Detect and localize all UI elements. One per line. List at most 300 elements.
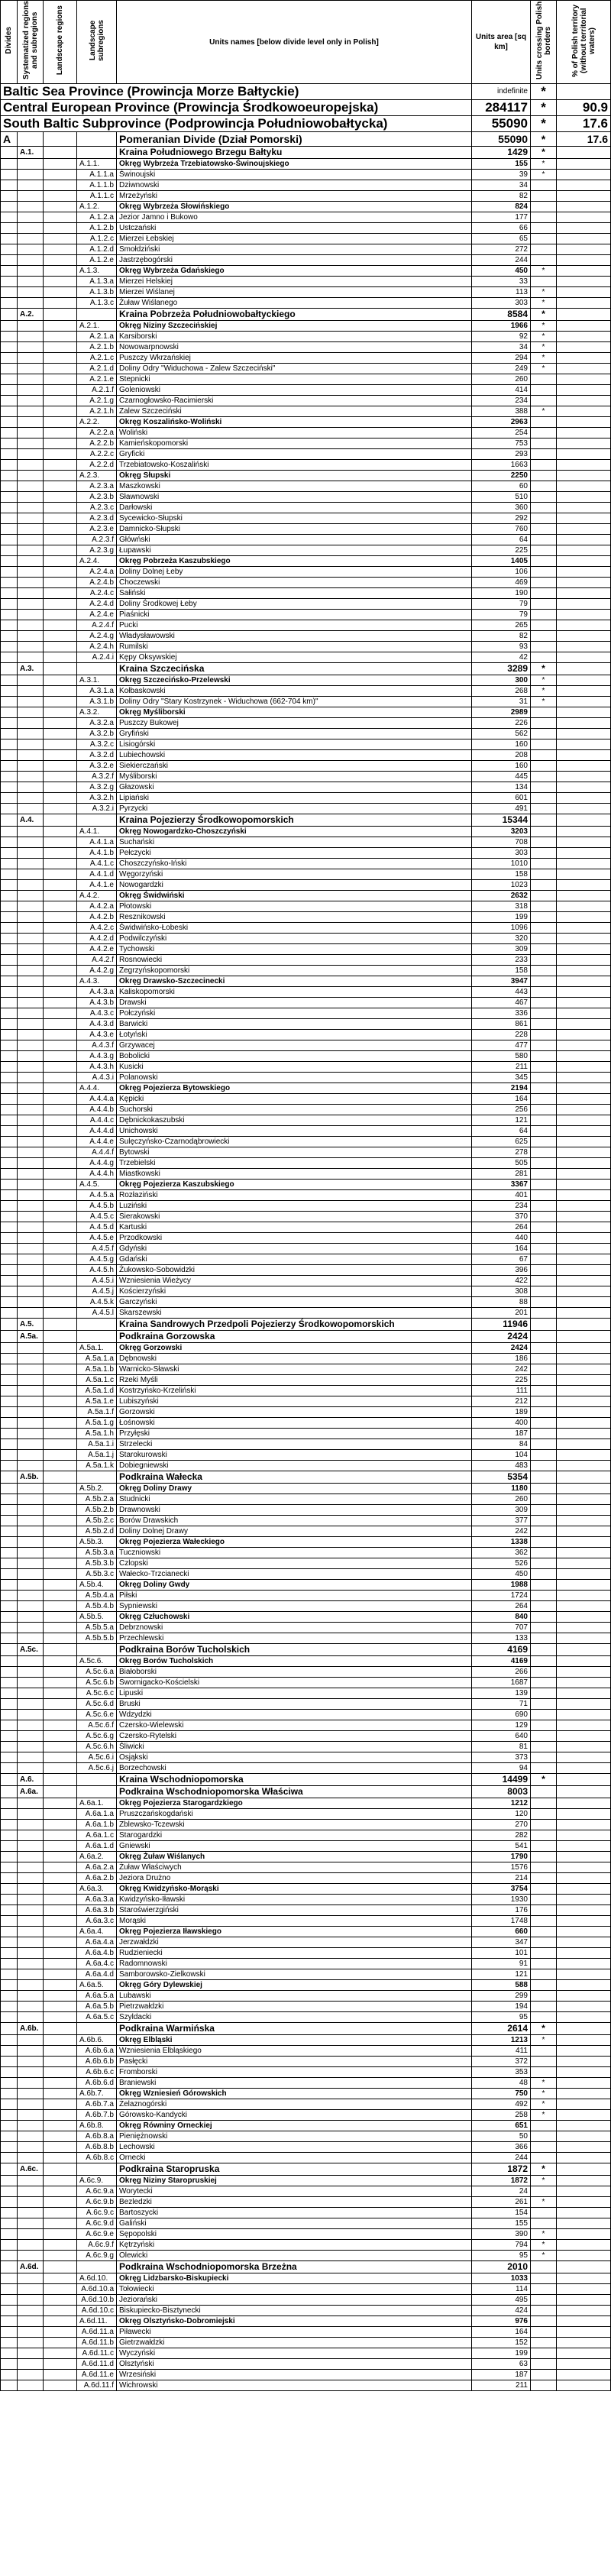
table-cell: A.4.4.c [77,1115,117,1126]
table-cell [531,944,557,955]
table-cell [531,2131,557,2142]
table-cell: A.5b.2.c [77,1516,117,1526]
table-cell: Łupawski [117,545,472,556]
table-cell [557,1948,611,1959]
table-cell [18,1948,44,1959]
header-divides: Divides [1,1,18,84]
table-cell: 320 [472,934,531,944]
table-cell [1,1862,18,1873]
table-cell [44,1656,77,1667]
table-cell [531,998,557,1008]
table-cell [18,503,44,513]
table-cell [531,1948,557,1959]
table-cell: Okręg Pojezierza Wałeckiego [117,1537,472,1548]
table-cell [557,234,611,244]
table-cell: A.6b.7. [77,2089,117,2099]
table-cell: 601 [472,793,531,804]
table-cell [18,1516,44,1526]
table-cell: 1966 [472,321,531,332]
table-row [1,1688,611,1699]
table-cell [44,1051,77,1062]
table-cell [557,1126,611,1137]
table-cell [18,891,44,901]
table-cell [1,697,18,707]
table-cell: 526 [472,1558,531,1569]
table-cell: Jezior Jamno i Bukowo [117,212,472,223]
table-cell: Rosnowiecki [117,955,472,966]
table-cell [557,1254,611,1265]
table-cell [557,2012,611,2023]
table-cell [1,1526,18,1537]
table-cell [18,675,44,686]
table-cell [18,1286,44,1297]
table-cell: A.5a.1.k [77,1461,117,1471]
table-cell [44,1126,77,1137]
table-cell: 422 [472,1276,531,1286]
table-cell [44,761,77,772]
table-cell [1,1019,18,1030]
table-cell [531,202,557,212]
table-cell: 362 [472,1548,531,1558]
table-cell [531,848,557,859]
table-cell: A.3.1.a [77,686,117,697]
table-cell: A.1.2.b [77,223,117,234]
table-cell [44,1418,77,1429]
table-cell [1,492,18,503]
table-cell [531,1601,557,1612]
table-row [1,1040,611,1051]
table-cell [1,837,18,848]
table-cell: 651 [472,2121,531,2131]
table-cell [557,1308,611,1319]
table-cell: indefinite [472,84,531,100]
table-cell: A.3.1.b [77,697,117,707]
table-cell: * [531,2229,557,2240]
table-cell [18,342,44,353]
table-cell: 155 [472,159,531,170]
table-row [1,2012,611,2023]
table-cell [44,718,77,729]
table-cell [1,1786,18,1798]
table-cell: A.6b.6.a [77,2046,117,2057]
table-cell [44,1343,77,1354]
table-cell [557,1699,611,1710]
table-cell: A.6d.11.d [77,2359,117,2370]
table-cell [1,309,18,321]
table-cell [44,1948,77,1959]
table-cell: A.2.1. [77,321,117,332]
table-cell [557,610,611,620]
table-cell: Łotyński [117,1030,472,1040]
table-cell [557,2099,611,2110]
table-cell: Sycewicko-Słupski [117,513,472,524]
table-cell: A.5a.1.i [77,1439,117,1450]
table-cell [1,159,18,170]
table-cell [77,309,117,321]
table-cell: 3289 [472,663,531,675]
table-cell [531,1019,557,1030]
table-cell [1,1094,18,1105]
table-cell [531,492,557,503]
table-cell [18,2348,44,2359]
table-cell [1,513,18,524]
table-cell [1,2176,18,2186]
table-row [1,2261,611,2273]
table-cell: A.4.1.c [77,859,117,869]
table-cell [18,449,44,460]
table-cell [531,761,557,772]
table-cell [531,1895,557,1905]
table-cell: A.4.5.f [77,1244,117,1254]
table-cell: Okręg Wybrzeża Trzebiatowsko-Świnoujskiego [117,159,472,170]
table-cell: A.1.1.b [77,180,117,191]
table-row [1,1667,611,1678]
table-cell: 294 [472,353,531,364]
table-cell [557,1601,611,1612]
table-cell [44,1678,77,1688]
table-cell: Sypniewski [117,1601,472,1612]
table-cell [531,1678,557,1688]
table-cell [18,332,44,342]
table-cell [531,556,557,567]
table-cell [531,2284,557,2295]
table-cell: Olewicki [117,2251,472,2261]
table-cell: 114 [472,2284,531,2295]
table-cell [557,159,611,170]
table-cell [44,2251,77,2261]
table-cell: A.3. [18,663,44,675]
table-cell: 158 [472,966,531,976]
table-cell [1,439,18,449]
table-cell [1,535,18,545]
table-cell [531,524,557,535]
table-cell [531,1254,557,1265]
table-cell [557,1030,611,1040]
table-cell [557,2380,611,2391]
table-row [1,578,611,588]
table-cell: A.2.4.d [77,599,117,610]
table-cell: A.6b.8.a [77,2131,117,2142]
table-cell [531,1916,557,1927]
table-cell: 134 [472,782,531,793]
table-row [1,2218,611,2229]
table-cell [531,1494,557,1505]
table-cell [531,1233,557,1244]
table-cell [18,1169,44,1180]
table-cell [1,545,18,556]
table-cell [18,277,44,287]
table-cell [18,2273,44,2284]
table-cell [44,955,77,966]
table-row [1,2251,611,2261]
table-cell [18,244,44,255]
table-cell: 101 [472,1948,531,1959]
table-cell: 541 [472,1841,531,1852]
table-cell: 244 [472,2153,531,2163]
table-cell [44,428,77,439]
table-cell [557,1386,611,1396]
table-row [1,1699,611,1710]
table-cell: * [531,116,557,132]
table-cell [557,1375,611,1386]
table-cell: 92 [472,332,531,342]
table-cell [44,1019,77,1030]
table-cell [1,364,18,374]
table-cell [531,1222,557,1233]
table-cell [44,471,77,481]
table-cell: A.2.3.f [77,535,117,545]
table-row [1,2284,611,2295]
table-cell [557,2306,611,2316]
table-row [1,298,611,309]
table-row [1,132,611,147]
table-cell: A.2.4.e [77,610,117,620]
table-cell [1,814,18,827]
table-cell [1,460,18,471]
table-cell: A.6a.4.a [77,1937,117,1948]
table-row [1,116,611,132]
table-cell: Biskupiecko-Bisztynecki [117,2306,472,2316]
table-cell [557,374,611,385]
table-cell: A.5a.1.d [77,1386,117,1396]
table-cell: Czersko-Wielewski [117,1720,472,1731]
table-cell: Osjąkski [117,1752,472,1763]
table-cell [531,827,557,837]
table-cell [18,234,44,244]
table-cell [531,1040,557,1051]
table-cell: Żukowsko-Sobowidzki [117,1265,472,1276]
table-cell [1,1852,18,1862]
table-cell: Miastkowski [117,1169,472,1180]
table-cell [44,663,77,675]
table-row [1,2002,611,2012]
table-cell [44,1937,77,1948]
table-row [1,2089,611,2099]
table-cell [557,1073,611,1083]
table-cell [1,944,18,955]
table-row [1,1969,611,1980]
table-cell: 707 [472,1623,531,1633]
table-cell: 120 [472,1809,531,1820]
table-cell: A.6b.6.b [77,2057,117,2067]
table-cell [18,266,44,277]
table-row [1,642,611,652]
table-cell: Podkraina Wschodniopomorska Brzeżna [117,2261,472,2273]
table-cell: 164 [472,2327,531,2338]
table-cell [1,503,18,513]
table-cell [18,1212,44,1222]
table-cell: Dziwnowski [117,180,472,191]
table-cell [44,1991,77,2002]
table-cell [557,266,611,277]
table-cell: Jerzwałdzki [117,1937,472,1948]
table-cell [18,1386,44,1396]
table-cell: A.4.2.b [77,912,117,923]
table-cell [1,1364,18,1375]
table-row [1,761,611,772]
table-row [1,2380,611,2391]
table-cell [44,686,77,697]
table-cell: Świdwińsko-Łobeski [117,923,472,934]
table-cell [557,1667,611,1678]
table-row [1,1494,611,1505]
table-cell [44,675,77,686]
table-cell [44,1439,77,1450]
table-cell [557,599,611,610]
table-cell [557,2316,611,2327]
table-cell [18,2035,44,2046]
table-cell [557,578,611,588]
table-row [1,880,611,891]
table-cell [531,859,557,869]
table-cell [44,901,77,912]
table-cell: Studnicki [117,1494,472,1505]
table-row [1,1386,611,1396]
table-cell [44,1083,77,1094]
table-row [1,556,611,567]
table-cell: Luziński [117,1201,472,1212]
table-row [1,2186,611,2197]
table-cell: Strzelecki [117,1439,472,1450]
table-cell [18,1548,44,1558]
table-cell [557,2131,611,2142]
table-cell [44,503,77,513]
table-cell [531,234,557,244]
table-cell: 281 [472,1169,531,1180]
table-cell [531,471,557,481]
table-cell [1,1612,18,1623]
table-cell: A.6a.3.b [77,1905,117,1916]
table-cell: 303 [472,848,531,859]
table-cell: 450 [472,266,531,277]
table-cell [531,2046,557,2057]
table-cell: A.2.2.d [77,460,117,471]
table-cell [44,2131,77,2142]
table-cell [531,2306,557,2316]
table-cell [1,1222,18,1233]
table-row [1,955,611,966]
table-cell [18,2099,44,2110]
table-cell [44,277,77,287]
table-cell [18,2251,44,2261]
table-cell [531,1439,557,1450]
table-cell [531,1244,557,1254]
table-cell: A.5. [18,1319,44,1331]
table-cell [1,298,18,309]
table-cell: 282 [472,1830,531,1841]
table-cell: Lubiszyński [117,1396,472,1407]
table-cell [44,481,77,492]
table-cell [1,481,18,492]
table-cell: 260 [472,1494,531,1505]
table-cell: A.4.2.c [77,923,117,934]
table-row [1,1158,611,1169]
table-cell: 139 [472,1688,531,1699]
table-cell [18,1297,44,1308]
table-cell: 79 [472,599,531,610]
table-cell: Podwilczyński [117,934,472,944]
table-cell [44,1774,77,1786]
table-cell [531,1331,557,1343]
table-cell: Wrzesiński [117,2370,472,2380]
table-row [1,513,611,524]
table-row [1,191,611,202]
table-cell [1,1558,18,1569]
table-cell: 753 [472,439,531,449]
table-cell [18,1233,44,1244]
table-cell [557,1526,611,1537]
table-cell [18,396,44,406]
table-cell [1,1450,18,1461]
table-cell [18,2380,44,2391]
table-cell: Grzywacej [117,1040,472,1051]
table-cell: Gryficki [117,449,472,460]
table-cell [531,1537,557,1548]
table-cell: 377 [472,1516,531,1526]
table-cell [18,1201,44,1212]
table-cell [44,1763,77,1774]
table-cell: 1988 [472,1580,531,1591]
table-cell: A.4.4.f [77,1147,117,1158]
table-cell [18,848,44,859]
table-cell [531,1809,557,1820]
table-cell: 3203 [472,827,531,837]
table-cell [44,1548,77,1558]
table-cell: 1872 [472,2176,531,2186]
table-row [1,2240,611,2251]
table-cell [44,1969,77,1980]
table-row [1,2306,611,2316]
table-cell: 214 [472,1873,531,1884]
table-cell [557,2261,611,2273]
table-cell [1,1484,18,1494]
table-cell [18,1105,44,1115]
table-cell: 284117 [472,100,531,116]
table-cell: Lipuski [117,1688,472,1699]
table-cell: 3754 [472,1884,531,1895]
table-cell: 309 [472,1505,531,1516]
table-cell: A.6d.11.e [77,2370,117,2380]
table-cell: Wdzydzki [117,1710,472,1720]
table-cell: A.6a.1.b [77,1820,117,1830]
table-cell: * [531,2078,557,2089]
table-cell: Mierzei Łebskiej [117,234,472,244]
table-cell: Sępopolski [117,2229,472,2240]
table-cell [18,1969,44,1980]
table-cell [557,686,611,697]
table-row [1,1852,611,1862]
table-cell [557,428,611,439]
table-cell: A.6a.2.b [77,1873,117,1884]
table-cell: A.6c.9.b [77,2197,117,2208]
table-cell [1,2078,18,2089]
table-cell [1,1439,18,1450]
table-cell [557,1439,611,1450]
table-cell: 440 [472,1233,531,1244]
table-cell [44,2208,77,2218]
table-cell [531,1008,557,1019]
table-cell: A.4.4.d [77,1126,117,1137]
table-row [1,1505,611,1516]
table-cell: 347 [472,1937,531,1948]
table-cell [18,1720,44,1731]
table-cell [44,1286,77,1297]
table-cell: 39 [472,170,531,180]
table-cell: A.3.2.a [77,718,117,729]
table-cell: 34 [472,342,531,353]
table-cell [557,1516,611,1526]
table-row [1,912,611,923]
